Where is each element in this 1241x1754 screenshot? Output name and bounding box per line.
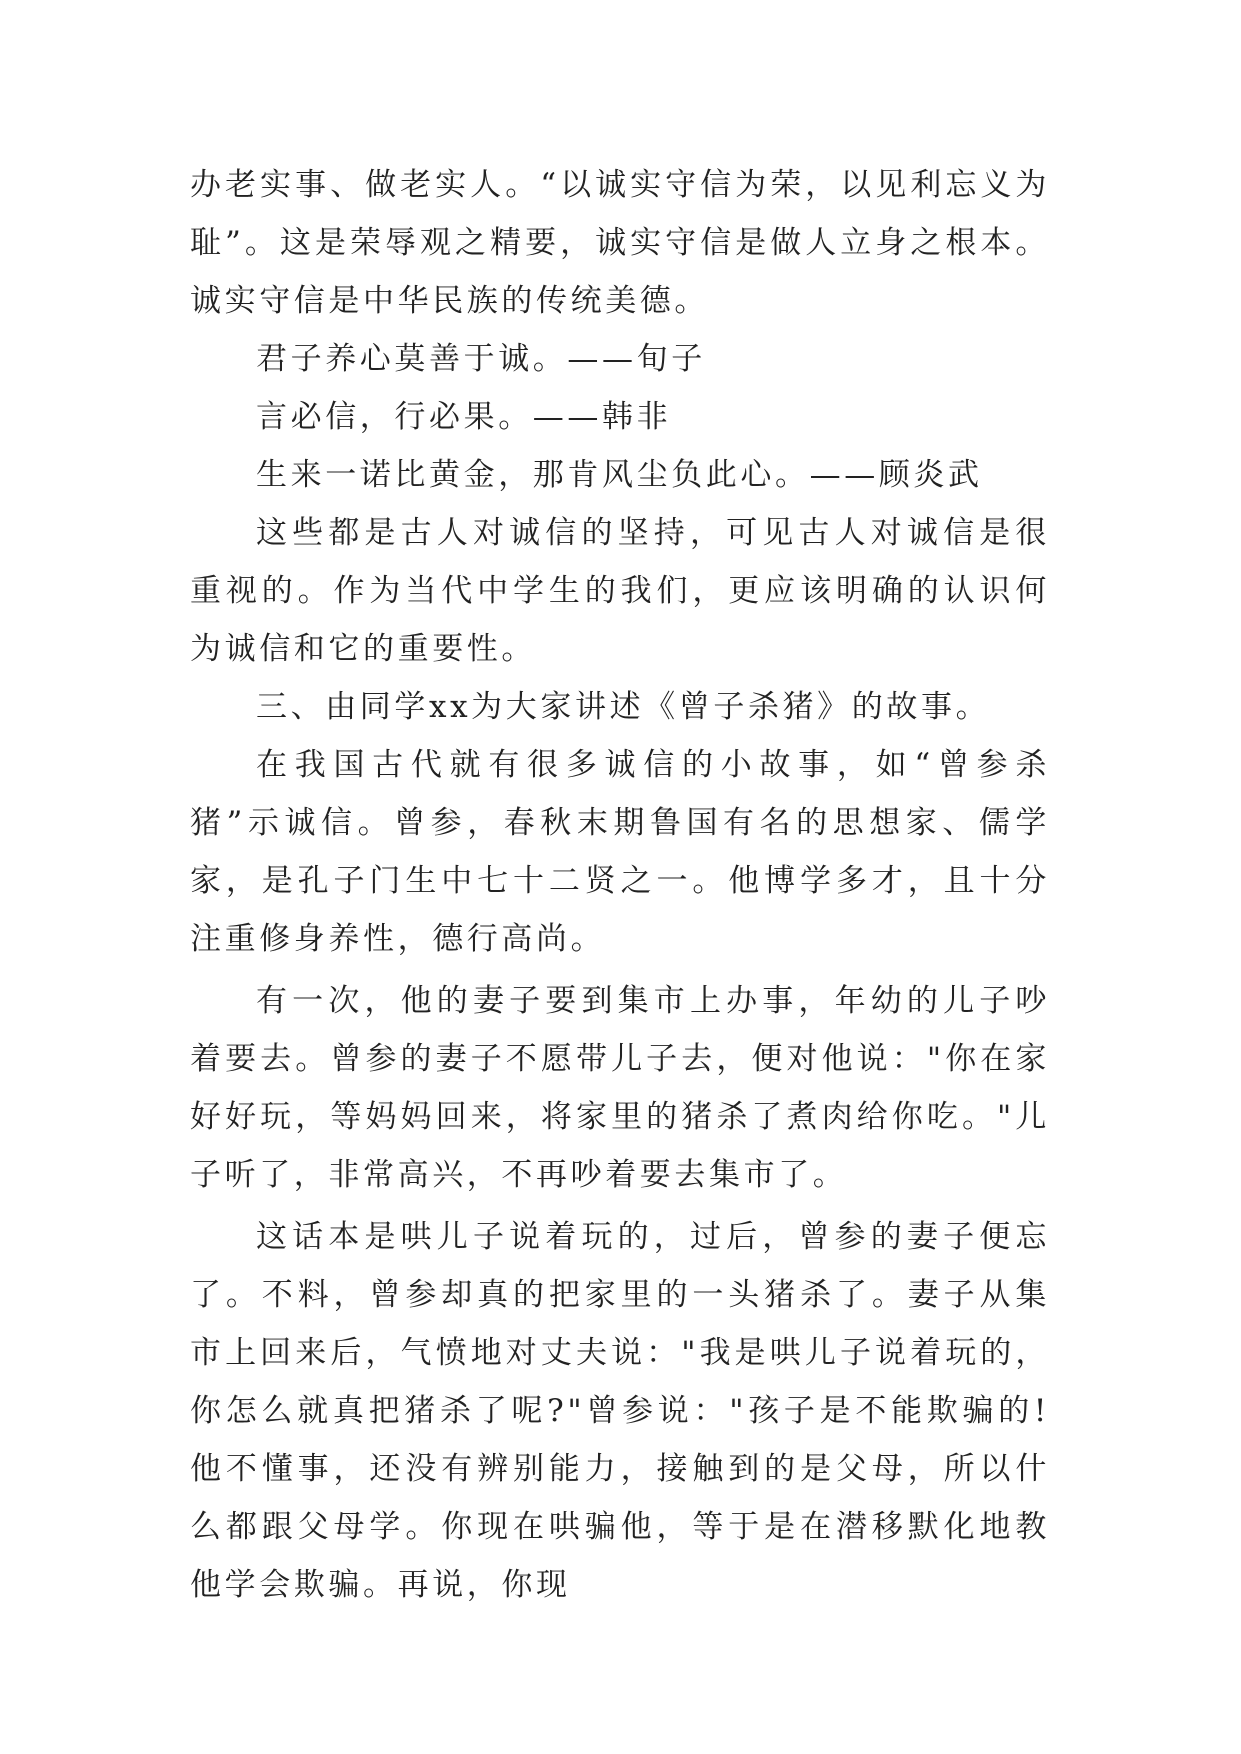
quote-gu-yanwu: 生来一诺比黄金，那肯风尘负此心。——顾炎武 (256, 457, 983, 493)
paragraph-honesty-intro: 办老实事、做老实人。“以诚实守信为荣，以见利忘义为耻”。这是荣辱观之精要，诚实守信是做人立身之根本。诚实守信是中华民族的传统美德。 (190, 167, 1050, 319)
section-heading-story: 三、由同学xx为大家讲述《曾子杀猪》的故事。 (256, 689, 991, 725)
quote-xunzi: 君子养心莫善于诚。——旬子 (256, 341, 706, 377)
paragraph-ancients-value-honesty: 这些都是古人对诚信的坚持，可见古人对诚信是很重视的。作为当代中学生的我们，更应该明确的认识何为诚信和它的重要性。 (190, 515, 1050, 667)
paragraph-wife-promise: 有一次，他的妻子要到集市上办事，年幼的儿子吵着要去。曾参的妻子不愿带儿子去，便对他说："你在家好好玩，等妈妈回来，将家里的猪杀了煮肉给你吃。"儿子听了，非常高兴，不再吵着要去集市了。 (190, 983, 1050, 1193)
quote-hanfei: 言必信，行必果。——韩非 (256, 399, 672, 435)
document-body (190, 156, 1050, 1614)
paragraph-zeng-shen-intro: 在我国古代就有很多诚信的小故事，如“曾参杀猪”示诚信。曾参，春秋末期鲁国有名的思想家、儒学家，是孔子门生中七十二贤之一。他博学多才，且十分注重修身养性，德行高尚。 (190, 747, 1050, 957)
paragraph-pig-killed: 这话本是哄儿子说着玩的，过后，曾参的妻子便忘了。不料，曾参却真的把家里的一头猪杀了。妻子从集市上回来后，气愤地对丈夫说："我是哄儿子说着玩的，你怎么就真把猪杀了呢?"曾参说："孩子是不能欺骗的!他不懂事，还没有辨别能力，接触到的是父母，所以什么都跟父母学。你现在哄骗他，等于是在潜移默化地教他学会欺骗。再说，你现 (190, 1219, 1050, 1603)
